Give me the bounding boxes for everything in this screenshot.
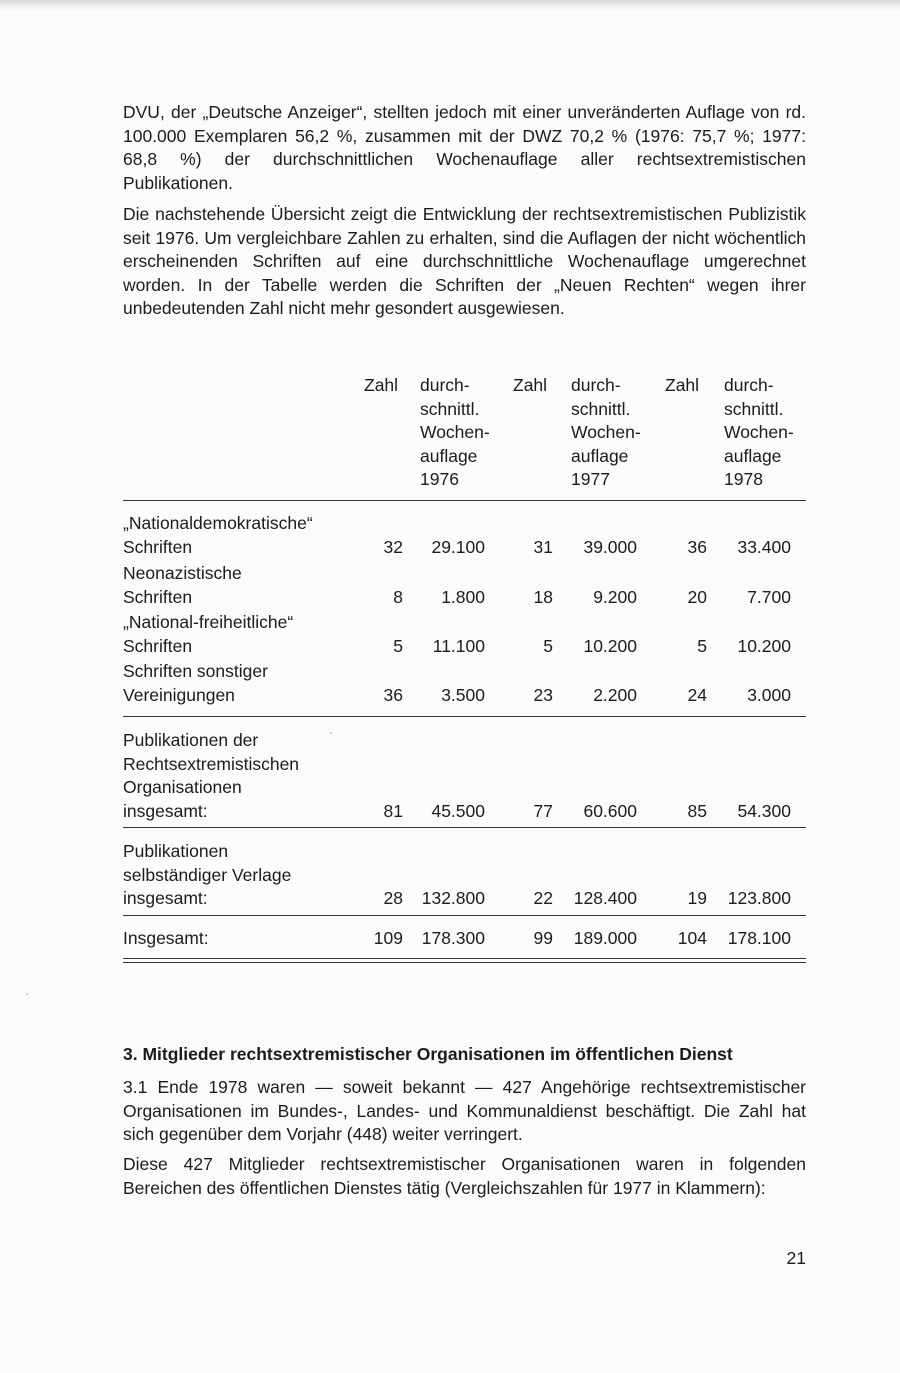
cell-auflage-1976: 132.800: [421, 888, 485, 908]
cell-auflage-1976: 1.800: [441, 586, 485, 607]
table-header: [123, 374, 806, 492]
table-rule-subtotal: [123, 716, 806, 717]
cell-zahl-1977: 5: [543, 635, 553, 656]
cell-auflage-1978: 7.700: [747, 586, 791, 607]
header-zahl-1977: Zahl: [513, 375, 548, 395]
cell-zahl-1976: 32: [383, 536, 403, 557]
cell-zahl-1977: 99: [533, 928, 553, 948]
paragraph-members: Diese 427 Mitglieder rechtsextremistischer Organisationen waren in folgenden Bereichen des öffentlichen Dienstes tätig (Vergleichszahlen für 1977 in Klammern):: [123, 1154, 806, 1198]
row-label: Publikationen der Rechtsextremistischen Organisationen insgesamt:: [123, 730, 300, 821]
cell-auflage-1976: 45.500: [431, 800, 485, 821]
scan-edge: [0, 0, 900, 10]
paragraph-3-1: 3.1 Ende 1978 waren — soweit bekannt — 427 Angehörige rechtsextremistischer Organisationen im Bundes-, Landes- und Kommunaldienst beschäftigt. Die Zahl hat sich gegenüber dem Vorjahr (448) weiter verringert.: [123, 1077, 806, 1144]
cell-auflage-1977: 189.000: [573, 928, 637, 948]
cell-zahl-1978: 19: [687, 888, 707, 908]
header-zahl-1978: Zahl: [665, 375, 700, 395]
table-rule-double-bottom: [123, 962, 806, 963]
section-heading: 3. Mitglieder rechtsextremistischer Organisationen im öffentlichen Dienst: [123, 1044, 733, 1064]
cell-zahl-1978: 85: [687, 800, 707, 821]
row-label: „National-freiheitliche“ Schriften: [123, 612, 294, 656]
header-zahl-1976: Zahl: [364, 375, 399, 395]
cell-zahl-1977: 77: [533, 800, 553, 821]
cell-zahl-1976: 5: [393, 635, 403, 656]
table-rule-organisations: [123, 827, 806, 828]
cell-zahl-1978: 36: [687, 536, 707, 557]
cell-auflage-1977: 60.600: [583, 800, 637, 821]
cell-zahl-1977: 23: [533, 684, 553, 705]
cell-auflage-1977: 2.200: [593, 684, 637, 705]
paragraph-intro: DVU, der „Deutsche Anzeiger“, stellten jedoch mit einer unveränderten Auflage von rd. 100.000 Exemplaren 56,2 %, zusammen mit der DWZ 70,2 % (1976: 75,7 %; 1977: 68,8 %) der durchschnittlichen Wochenauflage aller rechtsextremistischen Publikationen.: [123, 102, 806, 193]
cell-zahl-1978: 24: [687, 684, 707, 705]
cell-auflage-1976: 178.300: [421, 928, 485, 948]
cell-auflage-1977: 10.200: [583, 635, 637, 656]
cell-zahl-1978: 20: [687, 586, 707, 607]
cell-zahl-1976: 81: [383, 800, 403, 821]
cell-auflage-1978: 54.300: [737, 800, 791, 821]
cell-zahl-1977: 18: [533, 586, 553, 607]
row-label: Insgesamt:: [123, 928, 209, 948]
header-auflage-1977: durch- schnittl. Wochen- auflage 1977: [571, 375, 641, 489]
table-rule-header: [123, 500, 806, 501]
row-label: „Nationaldemokratische“ Schriften: [123, 513, 313, 557]
cell-zahl-1976: 36: [383, 684, 403, 705]
row-label: Publikationen selbständiger Verlage insgesamt:: [123, 841, 292, 908]
cell-auflage-1977: 128.400: [573, 888, 637, 908]
cell-auflage-1978: 123.800: [727, 888, 791, 908]
cell-zahl-1978: 104: [677, 928, 707, 948]
cell-zahl-1977: 22: [533, 888, 553, 908]
cell-auflage-1978: 10.200: [737, 635, 791, 656]
cell-auflage-1976: 11.100: [432, 635, 485, 656]
row-label: Schriften sonstiger Vereinigungen: [123, 661, 268, 705]
cell-zahl-1976: 109: [373, 928, 403, 948]
cell-auflage-1978: 3.000: [747, 684, 791, 705]
page-number: 21: [786, 1248, 806, 1268]
header-auflage-1978: durch- schnittl. Wochen- auflage 1978: [724, 375, 794, 489]
cell-zahl-1976: 28: [383, 888, 403, 908]
table-rule-double-top: [123, 958, 806, 959]
cell-auflage-1978: 178.100: [727, 928, 791, 948]
row-label: Neonazistische Schriften: [123, 563, 242, 607]
table-rule-publishers: [123, 915, 806, 916]
header-auflage-1976: durch- schnittl. Wochen- auflage 1976: [420, 375, 490, 489]
cell-auflage-1977: 9.200: [593, 586, 637, 607]
paragraph-overview: Die nachstehende Übersicht zeigt die Entwicklung der rechtsextremistischen Publizistik seit 1976. Um vergleichbare Zahlen zu erhalten, sind die Auflagen der nicht wöchentlich erscheinenden Schriften auf eine durchschnittliche Wochenauflage umgerechnet worden. In der Tabelle werden die Schriften der „Neuen Rechten“ wegen ihrer unbedeutenden Zahl nicht mehr gesondert ausgewiesen.: [123, 204, 806, 318]
cell-zahl-1976: 8: [393, 586, 403, 607]
cell-auflage-1976: 3.500: [441, 684, 485, 705]
cell-auflage-1978: 33.400: [737, 536, 791, 557]
cell-zahl-1978: 5: [697, 635, 707, 656]
cell-auflage-1976: 29.100: [431, 536, 485, 557]
scan-speck: [26, 993, 28, 995]
cell-auflage-1977: 39.000: [583, 536, 637, 557]
cell-zahl-1977: 31: [533, 536, 553, 557]
